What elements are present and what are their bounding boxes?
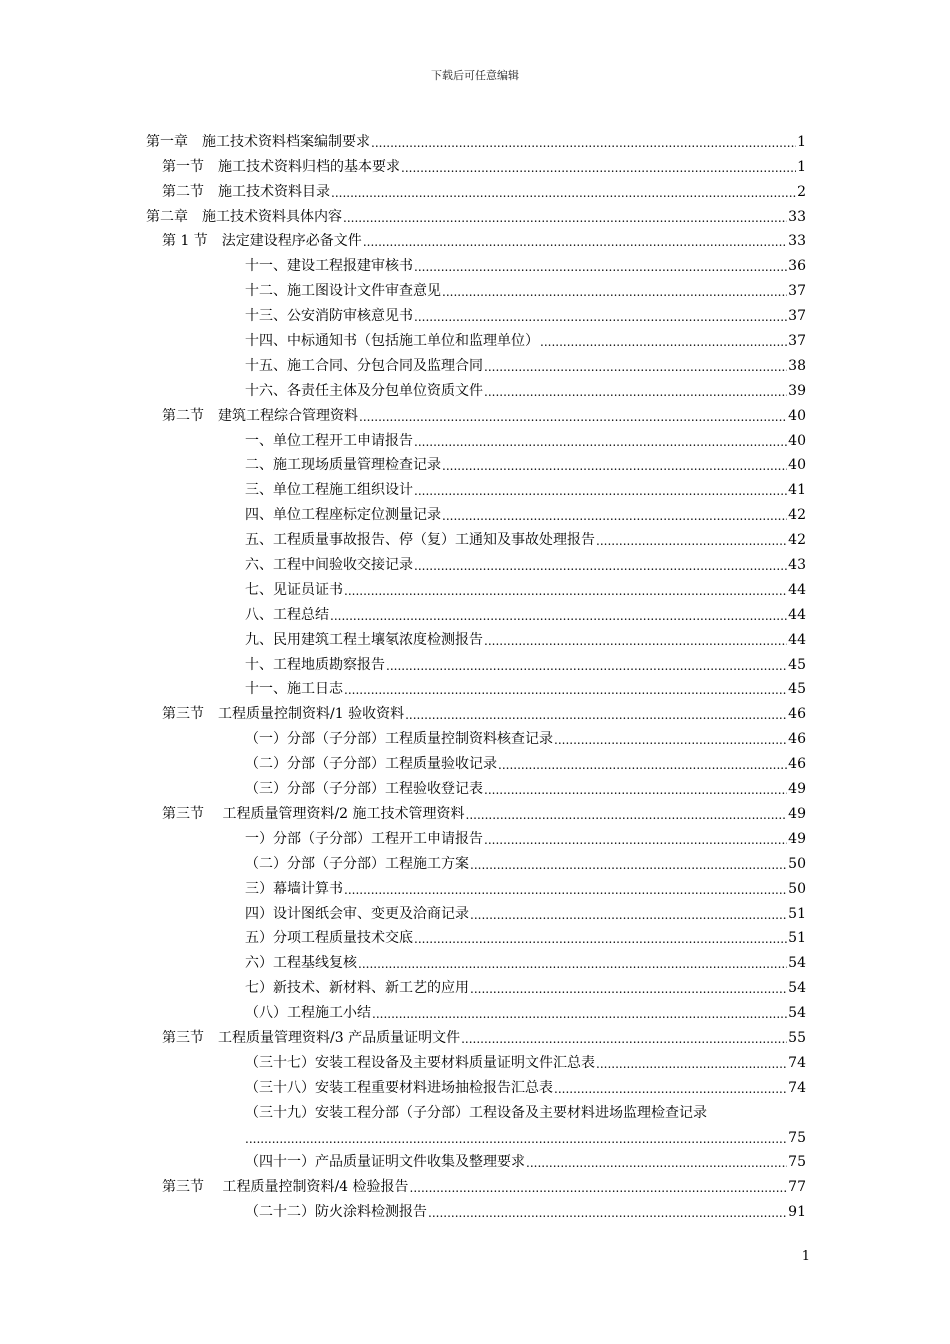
toc-entry[interactable] [146,972,806,997]
toc-entry-title: 第 1 节 法定建设程序必备文件 [162,233,362,250]
toc-leader-dots [498,757,787,773]
toc-leader-dots [386,658,787,674]
toc-entry-title: （一）分部（子分部）工程质量控制资料核查记录 [245,731,553,748]
toc-entry-page: 2 [797,183,806,200]
toc-entry-title: 十五、施工合同、分包合同及监理合同 [245,357,483,374]
toc-entry-title: （三）分部（子分部）工程验收登记表 [245,781,483,798]
toc-leader-dots [405,707,787,723]
toc-entry[interactable] [146,350,806,375]
toc-entry-title: 四）设计图纸会审、变更及洽商记录 [245,905,469,922]
toc-entry-page: 1 [797,133,806,150]
toc-leader-dots [331,185,796,201]
toc-leader-dots [442,284,787,300]
toc-entry-page: 44 [788,606,806,623]
toc-entry[interactable] [146,748,806,773]
toc-entry-title: 五、工程质量事故报告、停（复）工通知及事故处理报告 [245,532,595,549]
toc-entry[interactable] [146,1196,806,1221]
toc-leader-dots [484,633,787,649]
toc-entry-page: 44 [788,581,806,598]
toc-entry-page: 40 [788,457,806,474]
toc-entry-title: （二十二）防火涂料检测报告 [245,1204,427,1221]
toc-leader-dots [371,135,796,151]
toc-entry-title: 第三节 工程质量管理资料/3 产品质量证明文件 [162,1029,461,1046]
toc-entry-page: 45 [788,656,806,673]
toc-entry[interactable] [146,400,806,425]
toc-entry[interactable] [146,450,806,475]
toc-entry-page: 49 [788,781,806,798]
toc-entry[interactable] [146,947,806,972]
toc-entry[interactable] [146,798,806,823]
toc-entry-title: 五）分项工程质量技术交底 [245,930,413,947]
toc-entry-title: 四、单位工程座标定位测量记录 [245,507,441,524]
toc-entry-title: 六、工程中间验收交接记录 [245,557,413,574]
toc-leader-dots [330,608,787,624]
toc-leader-dots [442,458,787,474]
toc-entry[interactable] [146,723,806,748]
toc-entry-page: 39 [788,382,806,399]
toc-entry[interactable] [146,126,806,151]
toc-entry-page: 46 [788,731,806,748]
toc-entry-title: 第三节 工程质量控制资料/4 检验报告 [162,1179,409,1196]
toc-entry-title: 第二章 施工技术资料具体内容 [146,208,342,225]
toc-entry-page: 45 [788,681,806,698]
toc-entry-title: 六）工程基线复核 [245,955,357,972]
toc-leader-dots [372,1006,787,1022]
toc-entry-title: 十一、施工日志 [245,681,343,698]
toc-leader-dots [596,533,787,549]
toc-entry[interactable] [146,300,806,325]
toc-entry-page: 46 [788,756,806,773]
toc-entry-page: 50 [788,855,806,872]
toc-entry-title: 第二节 施工技术资料目录 [162,183,330,200]
toc-entry-title: 第二节 建筑工程综合管理资料 [162,407,358,424]
toc-entry[interactable] [146,549,806,574]
toc-leader-dots [442,508,787,524]
toc-entry[interactable] [146,823,806,848]
toc-entry[interactable] [146,524,806,549]
toc-entry-title: 第三节 工程质量控制资料/1 验收资料 [162,706,405,723]
toc-entry-title: 十三、公安消防审核意见书 [245,308,413,325]
toc-entry[interactable] [146,773,806,798]
toc-entry[interactable] [146,275,806,300]
toc-entry[interactable] [146,624,806,649]
toc-entry-page: 40 [788,407,806,424]
toc-entry[interactable] [146,698,806,723]
toc-leader-dots [359,409,787,425]
toc-entry-title: 十、工程地质勘察报告 [245,656,385,673]
toc-entry-title: （二）分部（子分部）工程质量验收记录 [245,756,497,773]
toc-entry-page: 43 [788,557,806,574]
toc-entry-page: 46 [788,706,806,723]
toc-leader-dots [484,384,787,400]
toc-leader-dots [596,1056,787,1072]
toc-entry-title: 十一、建设工程报建审核书 [245,258,413,275]
toc-leader-dots [526,1155,787,1171]
toc-leader-dots [414,434,787,450]
toc-entry-page: 49 [788,805,806,822]
toc-entry[interactable] [146,226,806,251]
toc-entry-page: 77 [788,1179,806,1196]
toc-entry[interactable] [146,898,806,923]
toc-leader-dots [414,483,787,499]
toc-entry-page: 54 [788,955,806,972]
toc-entry-page: 33 [788,208,806,225]
toc-entry-page: 54 [788,980,806,997]
toc-entry-page: 75 [788,1154,806,1171]
toc-entry[interactable] [146,1022,806,1047]
toc-entry-page: 75 [788,1129,806,1146]
toc-leader-dots [401,160,796,176]
toc-entry-title: 八、工程总结 [245,606,329,623]
toc-entry-page: 33 [788,233,806,250]
toc-entry-page: 40 [788,432,806,449]
toc-entry[interactable] [146,997,806,1022]
toc-leader-dots [540,334,787,350]
toc-entry[interactable] [146,649,806,674]
toc-entry[interactable] [146,325,806,350]
toc-leader-dots [363,234,787,250]
toc-entry-page: 42 [788,532,806,549]
toc-entry-title: 十二、施工图设计文件审查意见 [245,283,441,300]
toc-entry-title: 一）分部（子分部）工程开工申请报告 [245,830,483,847]
toc-entry-page: 54 [788,1005,806,1022]
toc-entry-page: 42 [788,507,806,524]
toc-entry[interactable] [146,599,806,624]
toc-entry-title: （三十七）安装工程设备及主要材料质量证明文件汇总表 [245,1054,595,1071]
toc-entry[interactable] [146,474,806,499]
toc-entry-title: 二、施工现场质量管理检查记录 [245,457,441,474]
toc-leader-dots [414,931,787,947]
toc-entry-continuation[interactable] [146,1122,806,1147]
toc-entry[interactable] [146,499,806,524]
toc-leader-dots [245,1131,787,1147]
toc-entry-page: 91 [788,1204,806,1221]
toc-entry[interactable] [146,873,806,898]
toc-entry-page: 37 [788,308,806,325]
toc-entry-title: （二）分部（子分部）工程施工方案 [245,855,469,872]
toc-entry[interactable] [146,1047,806,1072]
toc-entry[interactable] [146,375,806,400]
toc-entry[interactable] [146,1097,806,1122]
toc-entry[interactable] [146,848,806,873]
toc-entry-page: 41 [788,482,806,499]
toc-entry-page: 74 [788,1054,806,1071]
toc-leader-dots [344,583,787,599]
toc-entry-title: 第三节 工程质量管理资料/2 施工技术管理资料 [162,805,465,822]
toc-entry-page: 37 [788,283,806,300]
toc-leader-dots [470,981,787,997]
toc-entry-title: 七）新技术、新材料、新工艺的应用 [245,980,469,997]
toc-entry-title: 九、民用建筑工程土壤氡浓度检测报告 [245,631,483,648]
toc-leader-dots [484,782,787,798]
toc-entry-title: 七、见证员证书 [245,581,343,598]
toc-leader-dots [414,259,787,275]
toc-entry-title: （四十一）产品质量证明文件收集及整理要求 [245,1154,525,1171]
toc-leader-dots [344,882,787,898]
toc-entry-page: 44 [788,631,806,648]
toc-entry-title: 一、单位工程开工申请报告 [245,432,413,449]
toc-entry[interactable] [146,1171,806,1196]
table-of-contents [146,126,806,1221]
page-header: 下载后可任意编辑 [431,69,519,82]
toc-leader-dots [358,956,787,972]
toc-entry-page: 51 [788,905,806,922]
toc-leader-dots [428,1205,787,1221]
toc-entry-title: 第一节 施工技术资料归档的基本要求 [162,158,400,175]
toc-entry-page: 49 [788,830,806,847]
toc-leader-dots [484,832,787,848]
toc-entry[interactable] [146,923,806,948]
toc-entry[interactable] [146,574,806,599]
toc-entry-title: 三、单位工程施工组织设计 [245,482,413,499]
toc-entry-page: 50 [788,880,806,897]
toc-entry-page: 51 [788,930,806,947]
toc-leader-dots [344,682,787,698]
toc-leader-dots [554,1081,787,1097]
toc-entry[interactable] [146,425,806,450]
toc-leader-dots [410,1180,788,1196]
page-number: 1 [801,1249,810,1264]
toc-entry[interactable] [146,151,806,176]
toc-entry-title: （三十九）安装工程分部（子分部）工程设备及主要材料进场监理检查记录 [245,1104,707,1121]
toc-leader-dots [554,732,787,748]
toc-leader-dots [414,558,787,574]
toc-entry-page: 74 [788,1079,806,1096]
toc-leader-dots [470,857,787,873]
toc-entry-title: （八）工程施工小结 [245,1005,371,1022]
toc-entry-page: 1 [797,158,806,175]
toc-leader-dots [461,1031,787,1047]
toc-entry-page: 37 [788,333,806,350]
toc-leader-dots [484,359,787,375]
toc-entry[interactable] [146,201,806,226]
toc-entry[interactable] [146,176,806,201]
toc-entry[interactable] [146,250,806,275]
toc-entry[interactable] [146,1147,806,1172]
toc-entry-title: 第一章 施工技术资料档案编制要求 [146,133,370,150]
toc-leader-dots [343,210,787,226]
toc-leader-dots [414,309,787,325]
toc-leader-dots [466,807,788,823]
toc-entry-title: 十六、各责任主体及分包单位资质文件 [245,382,483,399]
toc-entry[interactable] [146,1072,806,1097]
toc-leader-dots [470,907,787,923]
toc-entry[interactable] [146,674,806,699]
toc-entry-title: 十四、中标通知书（包括施工单位和监理单位） [245,333,539,350]
toc-entry-page: 55 [788,1029,806,1046]
toc-entry-page: 38 [788,357,806,374]
toc-entry-title: （三十八）安装工程重要材料进场抽检报告汇总表 [245,1079,553,1096]
toc-entry-title: 三）幕墙计算书 [245,880,343,897]
toc-entry-page: 36 [788,258,806,275]
